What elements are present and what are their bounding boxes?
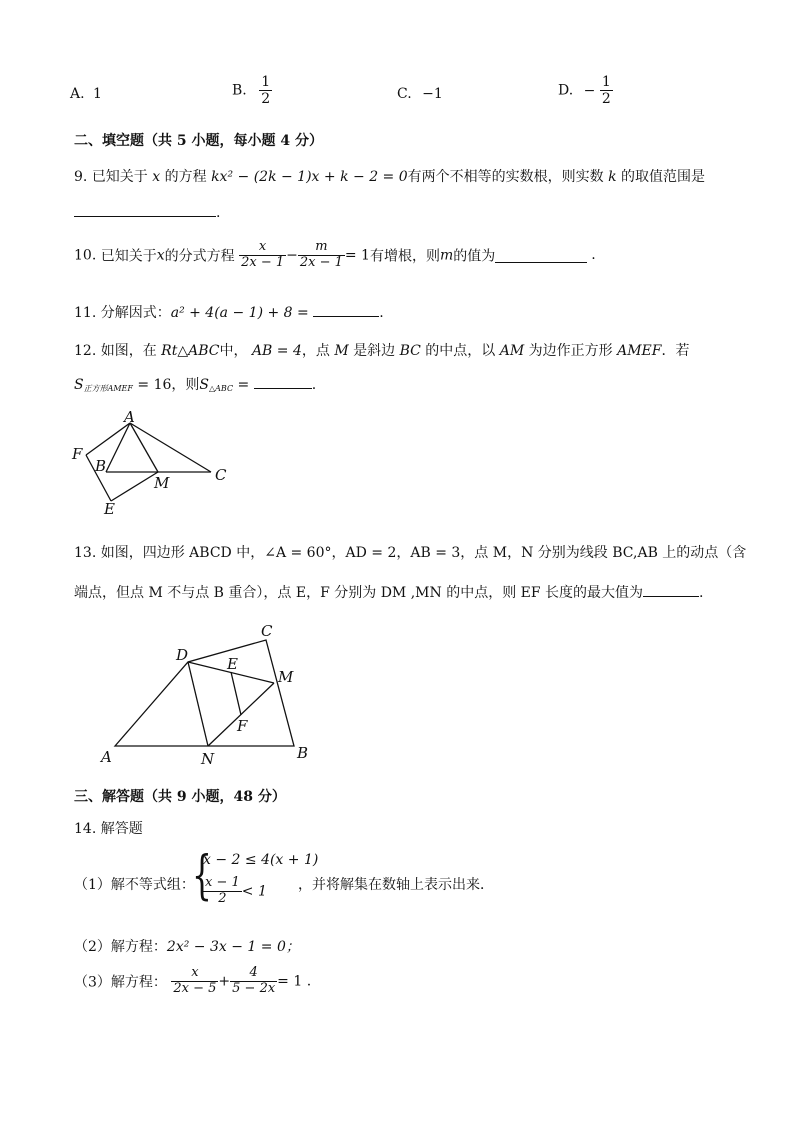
q12-s2-sub: △ABC [209,384,234,393]
q12-number: 12. [74,343,97,359]
q10-text-c: 有增根，则 [369,248,440,265]
q12-s2-main: S [199,377,209,393]
q14-p1-ineq2 [203,876,267,907]
fig12-label-b: B [95,457,107,475]
fig13-line-ef [231,672,241,715]
q14-p1-ineq1: x − 2 ≤ 4(x + 1) [203,852,319,868]
q12-amef: AMEF [617,343,662,359]
q14-p3-frac1-den: 2x − 5 [173,980,217,996]
q9-end: . [216,205,221,221]
choice-a [70,86,102,102]
q14-title: 解答题 [100,821,143,837]
fig13-line-dn [188,662,208,746]
q13-end: . [699,585,704,601]
q10-number: 10. [74,247,97,264]
q12-s-main: S [74,377,84,393]
fig13-label-n: N [201,750,215,768]
figure-12 [66,408,246,520]
q10-frac1 [239,240,286,271]
q12-text-c: ，点 [301,343,330,359]
q10-frac1-num: x [239,240,286,256]
choice-b-den: 2 [261,91,271,108]
q9-text-d: 的取值范围是 [621,169,706,185]
q10-minus: − [286,247,298,264]
fig12-label-c: C [215,466,227,484]
choice-d-letter: D. [558,82,574,99]
choice-b-num: 1 [261,74,271,90]
choice-d-fraction [600,74,613,107]
q12-bc: BC [399,343,421,359]
section2-title: 二、填空题（共 5 小题，每小题 4 分） [74,133,323,149]
q14-p2-label: （2）解方程： [74,939,167,955]
q14-p2 [74,936,300,956]
q9-var-k: k [608,169,617,185]
q14-p1-tail: ，并将解集在数轴上表示出来． [298,877,494,893]
fig13-label-d: D [176,646,189,664]
q11-number: 11. [74,305,97,321]
choice-b [232,74,272,107]
q12-am: AM [499,343,525,359]
q14-p3 [74,966,311,997]
q9-var: x [152,169,161,185]
choice-d [558,74,613,107]
choice-a-letter: A. [70,86,85,102]
q11-text: 分解因式： [100,305,171,321]
q13-line1-text: 如图，四边形 ABCD 中，∠A = 60°，AD = 2，AB = 3，点 M，N 分别为线段 BC,AB 上的动点（含 [100,545,747,561]
q14-p1-frac [203,876,242,907]
fig12-label-e: E [104,500,115,518]
q12-text-g: ．若 [661,343,690,359]
q12-s-sub: 正方形AMEF [83,384,133,393]
q9-text-b: 的方程 [164,169,207,185]
q10-frac2-den: 2x − 1 [299,254,343,270]
fig13-label-f: F [237,717,248,735]
fig13-label-m: M [278,668,294,686]
q10-text-a: 已知关于 [100,248,157,265]
q11-end: . [379,305,384,321]
fig13-label-a: A [101,748,112,766]
choice-c-value: −1 [422,86,443,102]
q14-p3-frac1 [171,966,218,997]
q10-frac2-num: m [298,240,345,256]
q10-frac2 [298,240,345,271]
q12-tri: Rt△ABC [161,343,220,359]
q12-text-f: 为边作正方形 [528,343,613,359]
fig12-label-f: F [72,445,83,463]
fig12-line-em [111,472,158,501]
q14-p3-frac1-num: x [171,966,218,982]
q9-line2 [74,202,220,221]
figure-13 [96,622,316,768]
q13-line2-text: 端点，但点 M 不与点 B 重合），点 E，F 分别为 DM ,MN 的中点，则 EF 长度的最大值为 [74,585,644,601]
q11-line [74,302,384,322]
fig13-label-e: E [227,655,238,673]
q14-p1-frac-den: 2 [218,890,227,906]
choice-d-den: 2 [601,91,611,108]
choice-b-letter: B. [232,82,247,99]
choice-d-sign: − [583,82,596,99]
q9-line1 [74,166,705,186]
q14-p3-label: （3）解方程： [74,974,167,991]
q12-text-a: 如图，在 [100,343,157,359]
q12-s2-eq: = [237,377,250,393]
q9-number: 9. [74,169,88,185]
q11-answer-blank[interactable] [313,302,379,317]
fig13-label-c: C [261,622,273,640]
q14-p3-frac2-den: 5 − 2x [232,980,276,996]
q14-p3-eq: = 1 . [277,973,312,990]
q9-answer-blank[interactable] [74,202,216,217]
choice-d-num: 1 [601,74,611,90]
q14-heading [74,818,143,838]
q10-var-m: m [439,247,454,264]
q12-text-h: ，则 [171,377,200,393]
fig12-line-ab [106,423,130,472]
fig12-label-a: A [124,408,135,426]
q10-text-d: 的值为 [453,248,496,265]
q10-line [74,240,596,271]
q14-p3-frac2 [230,966,277,997]
q9-text-a: 已知关于 [91,169,148,185]
q9-equation: kx² − (2k − 1)x + k − 2 = 0 [211,169,408,185]
q12-ab: AB = 4 [251,343,302,359]
q14-p1-brace: { [192,846,212,906]
q9-text-c: 有两个不相等的实数根，则实数 [407,169,604,185]
q13-line1 [74,542,746,562]
q12-answer-blank[interactable] [254,374,312,389]
choice-c [397,86,443,102]
fig12-line-ac [130,423,211,472]
q14-p1-ineq2-rest: < 1 [241,883,267,900]
q10-answer-blank[interactable] [495,248,587,263]
fig13-label-b: B [297,744,309,762]
fig12-line-af [86,423,130,455]
q11-expr: a² + 4(a − 1) + 8 = [170,305,309,321]
q12-end: . [311,377,317,393]
q12-text-e: 的中点，以 [425,343,496,359]
choice-b-fraction [259,74,272,107]
section3-title: 三、解答题（共 9 小题，48 分） [74,789,286,805]
q10-eq: = 1 [344,247,370,264]
q13-answer-blank[interactable] [643,582,699,597]
fig12-label-m: M [154,474,170,492]
q14-number: 14. [74,821,97,837]
q14-p3-plus: + [218,973,231,990]
q12-text-d: 是斜边 [353,343,396,359]
q12-s-eq: = 16 [137,377,172,393]
q12-m: M [334,343,349,359]
q10-text-b: 的分式方程 [164,248,235,265]
q13-number: 13. [74,545,97,561]
q12-text-b: 中， [219,343,248,359]
q14-p3-frac2-num: 4 [230,966,277,982]
choice-c-letter: C. [397,86,412,102]
fig12-line-am [130,423,158,472]
q13-line2 [74,582,704,602]
choice-a-value: 1 [93,86,102,102]
q12-line1 [74,340,690,360]
q12-line2 [74,374,316,394]
q14-p2-eq: 2x² − 3x − 1 = 0； [166,939,300,955]
q10-end: . [591,247,596,264]
q14-p1-label: （1）解不等式组： [74,877,195,893]
q14-p1-frac-num: x − 1 [205,875,240,890]
q10-var: x [156,247,165,264]
q10-frac1-den: 2x − 1 [241,254,285,270]
